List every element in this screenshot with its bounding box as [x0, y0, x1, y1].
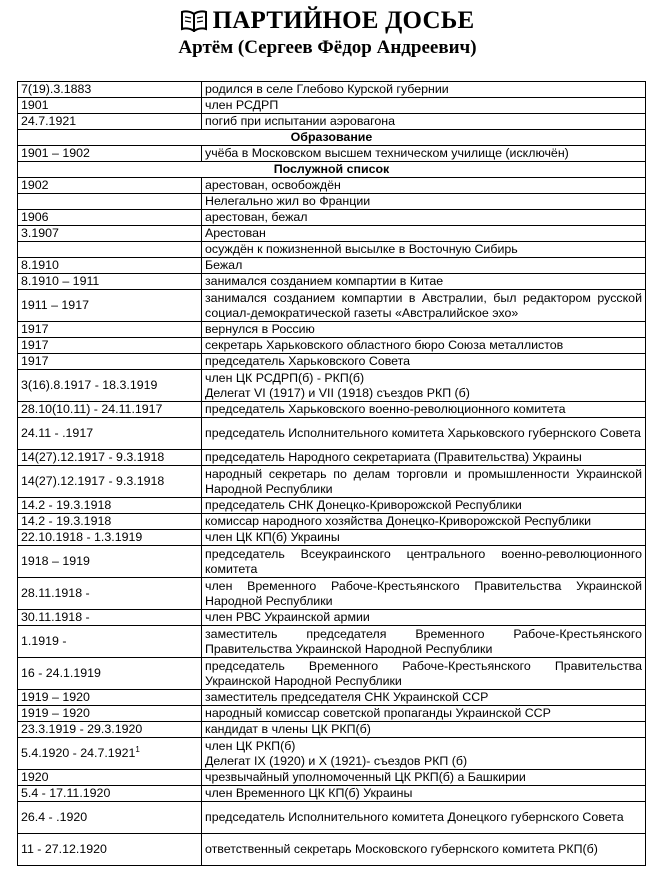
event-cell [202, 802, 646, 834]
event-cell [202, 610, 646, 626]
section-title: Образование [18, 130, 646, 146]
date-cell [18, 402, 202, 418]
event-cell [202, 722, 646, 738]
date-cell [18, 738, 202, 770]
table-row [18, 82, 646, 98]
table-row [18, 530, 646, 546]
dossier-table [17, 81, 646, 866]
event-text: член Временного Рабоче-Крестьянского Правительства Украинской Народной Республики [205, 578, 642, 608]
event-cell [202, 546, 646, 578]
date-cell [18, 418, 202, 450]
event-cell [202, 658, 646, 690]
event-text: член Временного ЦК КП(б) Украины [205, 786, 413, 800]
section-title: Послужной список [18, 162, 646, 178]
event-cell [202, 146, 646, 162]
event-cell [202, 274, 646, 290]
table-row [18, 146, 646, 162]
table-row [18, 834, 646, 866]
date-cell [18, 530, 202, 546]
date-cell [18, 834, 202, 866]
event-text: арестован, бежал [205, 210, 308, 224]
event-text: секретарь Харьковского областного бюро Союза металлистов [205, 338, 564, 352]
table-row [18, 514, 646, 530]
date-text: 3(16).8.1917 - 18.3.1919 [21, 378, 158, 392]
event-cell [202, 338, 646, 354]
open-book-icon [181, 10, 207, 32]
date-text: 11 - 27.12.1920 [21, 842, 107, 856]
date-cell [18, 322, 202, 338]
date-text: 24.7.1921 [21, 114, 77, 128]
table-row [18, 578, 646, 610]
date-text: 1919 – 1920 [21, 706, 90, 720]
date-text: 5.4 - 17.11.1920 [21, 786, 111, 800]
date-text: 1918 – 1919 [21, 554, 90, 568]
date-cell [18, 242, 202, 258]
table-row [18, 610, 646, 626]
table-row [18, 402, 646, 418]
event-cell [202, 514, 646, 530]
table-row [18, 258, 646, 274]
date-cell [18, 178, 202, 194]
event-cell [202, 498, 646, 514]
event-cell [202, 706, 646, 722]
event-cell [202, 738, 646, 770]
event-text: кандидат в члены ЦК РКП(б) [205, 722, 371, 736]
table-row [18, 450, 646, 466]
event-cell [202, 242, 646, 258]
event-text: член ЦК РСДРП(б) - РКП(б) [205, 370, 365, 385]
table-row [18, 354, 646, 370]
table-row [18, 290, 646, 322]
event-text: чрезвычайный уполномоченный ЦК РКП(б) а Башкирии [205, 770, 526, 784]
date-text: 26.4 - .1920 [21, 810, 88, 824]
date-text: 1901 [21, 98, 49, 112]
date-text: 1.1919 - [21, 634, 67, 648]
event-cell [202, 770, 646, 786]
table-row [18, 274, 646, 290]
event-cell [202, 322, 646, 338]
date-cell [18, 514, 202, 530]
event-text: председатель Временного Рабоче-Крестьянского Правительства Украинской Народной Республики [205, 658, 642, 688]
event-text: председатель Всеукраинского центрального военно-революционного комитета [205, 546, 642, 576]
event-text: комиссар народного хозяйства Донецко-Криворожской Республики [205, 514, 592, 528]
table-row [18, 738, 646, 770]
event-text: учёба в Московском высшем техническом училище (исключён) [205, 146, 569, 160]
date-cell [18, 114, 202, 130]
event-text: Делегат VI (1917) и VII (1918) съездов РКП (б) [205, 385, 470, 400]
date-text: 22.10.1918 - 1.3.1919 [21, 530, 143, 544]
event-cell [202, 834, 646, 866]
event-cell [202, 210, 646, 226]
event-cell [202, 578, 646, 610]
date-cell [18, 194, 202, 210]
event-cell [202, 402, 646, 418]
event-text: председатель Исполнительного комитета Харьковского губернского Совета [205, 426, 641, 440]
date-cell [18, 98, 202, 114]
table-row [18, 786, 646, 802]
date-cell [18, 786, 202, 802]
section-header-row [18, 162, 646, 178]
table-row [18, 722, 646, 738]
date-text: 14(27).12.1917 - 9.3.1918 [21, 450, 165, 464]
date-text: 1917 [21, 354, 49, 368]
event-text: председатель Исполнительного комитета Донецкого губернского Совета [205, 810, 624, 824]
date-text: 1911 – 1917 [21, 298, 89, 312]
event-cell [202, 194, 646, 210]
date-cell [18, 578, 202, 610]
title-row [0, 6, 655, 36]
date-cell [18, 82, 202, 98]
date-text: 1917 [21, 322, 49, 336]
event-text: народный секретарь по делам торговли и промышленности Украинской Народной Республики [205, 466, 642, 496]
section-header-row [18, 130, 646, 146]
table-row [18, 210, 646, 226]
event-text: арестован, освобождён [205, 178, 341, 192]
date-text: 3.1907 [21, 226, 59, 240]
table-row [18, 706, 646, 722]
event-cell [202, 290, 646, 322]
date-cell [18, 210, 202, 226]
event-text: осуждён к пожизненной высылке в Восточную Сибирь [205, 242, 518, 256]
table-row [18, 498, 646, 514]
date-text: 28.10(10.11) - 24.11.1917 [21, 402, 163, 416]
table-row [18, 242, 646, 258]
event-cell [202, 258, 646, 274]
date-cell [18, 226, 202, 242]
event-cell [202, 98, 646, 114]
date-cell [18, 706, 202, 722]
event-text: председатель Харьковского военно-революционного комитета [205, 402, 566, 416]
event-text: вернулся в Россию [205, 322, 315, 336]
event-cell [202, 530, 646, 546]
event-cell [202, 226, 646, 242]
date-text: 24.11 - .1917 [21, 426, 94, 440]
date-cell [18, 290, 202, 322]
event-text: заместитель председателя СНК Украинской ССР [205, 690, 489, 704]
event-cell [202, 178, 646, 194]
table-row [18, 370, 646, 402]
date-cell [18, 658, 202, 690]
date-text: 14(27).12.1917 - 9.3.1918 [21, 474, 165, 488]
table-row [18, 114, 646, 130]
date-cell [18, 770, 202, 786]
event-cell [202, 370, 646, 402]
event-cell [202, 690, 646, 706]
event-text: председатель Харьковского Совета [205, 354, 411, 368]
table-row [18, 658, 646, 690]
date-text: 30.11.1918 - [21, 610, 90, 624]
date-text: 1902 [21, 178, 49, 192]
event-text: занимался созданием компартии в Китае [205, 274, 444, 288]
date-text: 8.1910 – 1911 [21, 274, 100, 288]
page-title: ПАРТИЙНОЕ ДОСЬЕ [212, 7, 475, 34]
date-text: 1906 [21, 210, 49, 224]
date-cell [18, 690, 202, 706]
date-cell [18, 466, 202, 498]
event-text: член РСДРП [205, 98, 279, 112]
date-text: 23.3.1919 - 29.3.1920 [21, 722, 143, 736]
date-cell [18, 546, 202, 578]
event-cell [202, 82, 646, 98]
event-text: занимался созданием компартии в Австралии, был редактором русской социал-демократической газеты «Австралийское эхо» [205, 290, 642, 320]
date-text: 14.2 - 19.3.1918 [21, 498, 112, 512]
event-text: родился в селе Глебово Курской губернии [205, 82, 449, 96]
dossier-table-body [18, 82, 646, 866]
event-text: член ЦК КП(б) Украины [205, 530, 340, 544]
event-text: Делегат IX (1920) и X (1921)- съездов РКП (б) [205, 753, 468, 768]
footnote-marker: 1 [135, 744, 140, 754]
table-row [18, 194, 646, 210]
event-text: Бежал [205, 258, 243, 272]
document-header [0, 6, 655, 60]
event-text: член ЦК РКП(б) [205, 738, 296, 753]
event-text: Нелегально жил во Франции [205, 194, 371, 208]
event-cell [202, 466, 646, 498]
event-text: погиб при испытании аэровагона [205, 114, 396, 128]
date-text: 8.1910 [21, 258, 59, 272]
table-row [18, 178, 646, 194]
table-row [18, 226, 646, 242]
table-row [18, 546, 646, 578]
date-text: 1917 [21, 338, 49, 352]
date-text: 28.11.1918 - [21, 586, 90, 600]
table-row [18, 626, 646, 658]
page-subtitle: Артём (Сергеев Фёдор Андреевич) [178, 37, 477, 58]
date-text: 1901 – 1902 [21, 146, 90, 160]
date-cell [18, 802, 202, 834]
event-cell [202, 786, 646, 802]
table-row [18, 98, 646, 114]
event-text: заместитель председателя Временного Рабоче-Крестьянского Правительства Украинской Народной Республики [205, 626, 642, 656]
event-cell [202, 114, 646, 130]
table-row [18, 770, 646, 786]
table-row [18, 322, 646, 338]
date-text: 1919 – 1920 [21, 690, 90, 704]
event-text: Арестован [205, 226, 266, 240]
event-text: народный комиссар советской пропаганды Украинской ССР [205, 706, 551, 720]
date-cell [18, 626, 202, 658]
date-text: 14.2 - 19.3.1918 [21, 514, 112, 528]
date-cell [18, 146, 202, 162]
date-cell [18, 354, 202, 370]
date-cell [18, 338, 202, 354]
date-text: 5.4.1920 - 24.7.1921 [21, 746, 136, 760]
date-cell [18, 498, 202, 514]
date-cell [18, 610, 202, 626]
date-text: 7(19).3.1883 [21, 82, 92, 96]
event-text: ответственный секретарь Московского губернского комитета РКП(б) [205, 842, 598, 856]
event-text: председатель Народного секретариата (Правительства) Украины [205, 450, 582, 464]
date-cell [18, 274, 202, 290]
date-cell [18, 370, 202, 402]
event-text: член РВС Украинской армии [205, 610, 370, 624]
table-row [18, 802, 646, 834]
date-text: 16 - 24.1.1919 [21, 666, 101, 680]
date-cell [18, 258, 202, 274]
date-cell [18, 722, 202, 738]
table-row [18, 690, 646, 706]
event-cell [202, 354, 646, 370]
date-text: 1920 [21, 770, 49, 784]
event-cell [202, 418, 646, 450]
table-row [18, 466, 646, 498]
event-cell [202, 450, 646, 466]
event-cell [202, 626, 646, 658]
table-row [18, 338, 646, 354]
event-text: председатель СНК Донецко-Криворожской Республики [205, 498, 522, 512]
table-row [18, 418, 646, 450]
date-cell [18, 450, 202, 466]
